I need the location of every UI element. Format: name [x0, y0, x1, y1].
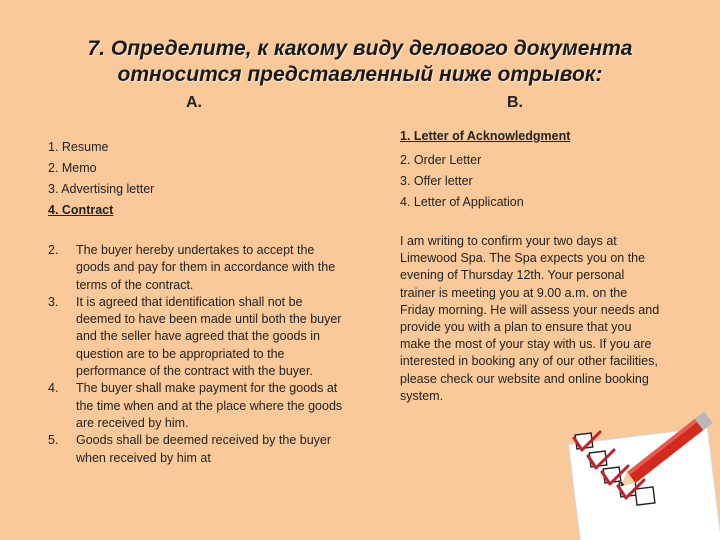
title-line-2: относится представленный ниже отрывок:: [117, 63, 603, 86]
column-b-option-3: 3. Offer letter: [400, 174, 473, 188]
column-a-option-4: 4. Contract: [48, 203, 114, 217]
column-a-option-1: 1. Resume: [48, 140, 109, 154]
clause-text: The buyer shall make payment for the goods at the time when and at the place where the goods are received by him.: [76, 381, 343, 430]
clause-item: [48, 432, 348, 467]
clause-number: 4.: [48, 381, 59, 396]
clause-number: 5.: [48, 433, 59, 448]
clause-number: 3.: [48, 294, 59, 309]
clause-item: [48, 380, 348, 432]
column-a-option-3: 3. Advertising letter: [48, 182, 155, 196]
clause-text: The buyer hereby undertakes to accept the goods and pay for them in accordance with the terms of the contract.: [76, 243, 336, 292]
letter-passage: I am writing to confirm your two days at Limewood Spa. The Spa expects you on the evening of Thursday 12th. Your personal trainer is meeting you at 9.00 a.m. on the Friday morning. He will assess your needs and provide you with a plan to ensure that you make the most of your stay with us. If you are interested in booking any of our other facilities, please check our website and online booking system.: [400, 234, 660, 403]
column-b-option-1: 1. Letter of Acknowledgment: [400, 129, 571, 143]
clause-text: It is agreed that identification shall not be deemed to have been made until both the buyer and the seller have agreed that the goods in question are to be appropriated to the performance of the contract with the buyer.: [76, 294, 342, 379]
slide-title: [40, 36, 680, 88]
clause-item: [48, 294, 348, 380]
column-b-header: B.: [507, 94, 523, 111]
column-a-option-2: 2. Memo: [48, 161, 97, 175]
clause-text: Goods shall be deemed received by the buyer when received by him at: [76, 433, 332, 465]
column-a-options: [48, 137, 154, 221]
clause-number: 2.: [48, 243, 59, 257]
checklist-pencil-icon: [560, 406, 720, 540]
column-b-option-2: 2. Order Letter: [400, 153, 482, 167]
title-line-1: 7. Определите, к какому виду делового документа: [87, 37, 633, 60]
column-a-header: A.: [186, 94, 202, 111]
clause-item: [48, 242, 348, 294]
contract-clauses: [48, 242, 348, 467]
column-b-option-4: 4. Letter of Application: [400, 195, 524, 209]
column-b-options: [400, 126, 570, 213]
